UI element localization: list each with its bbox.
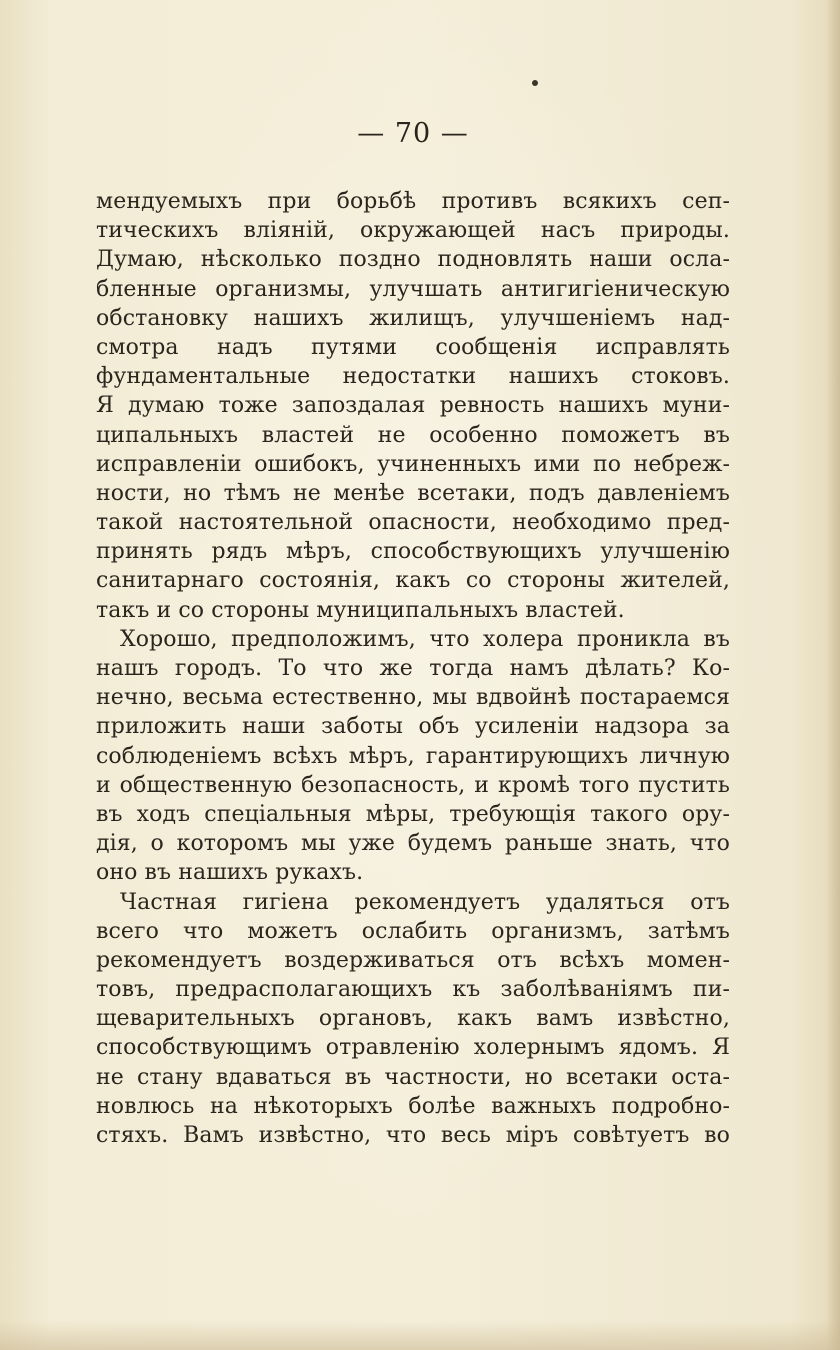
text-line: рекомендуетъ воздерживаться отъ всѣхъ момен-: [96, 947, 730, 973]
ink-speck: [532, 80, 538, 86]
text-line: способствующимъ отравленію холернымъ ядомъ. Я: [96, 1035, 730, 1061]
text-line: дія, о которомъ мы уже будемъ раньше знать, что: [96, 831, 730, 857]
text-line: фундаментальные недостатки нашихъ стоковъ.: [96, 364, 730, 390]
text-line: щеварительныхъ органовъ, какъ вамъ извѣстно,: [96, 1006, 730, 1032]
text-line: такой настоятельной опасности, необходимо пред-: [96, 510, 730, 536]
text-line: не стану вдаваться въ частности, но всетаки оста-: [96, 1064, 730, 1090]
text-line: всего что можетъ ослабить организмъ, затѣмъ: [96, 918, 730, 944]
text-line: новлюсь на нѣкоторыхъ болѣе важныхъ подробно-: [96, 1093, 730, 1119]
page-edge-shadow: [826, 0, 840, 1350]
page-number: — 70 —: [357, 118, 469, 149]
text-line: ципальныхъ властей не особенно поможетъ въ: [96, 422, 730, 448]
text-line: Частная гигіена рекомендуетъ удаляться отъ: [120, 889, 730, 915]
text-line: стяхъ. Вамъ извѣстно, что весь міръ совѣтуетъ во: [96, 1123, 730, 1148]
text-line: исправленіи ошибокъ, учиненныхъ ими по небреж-: [96, 451, 730, 477]
text-line: въ ходъ спеціальныя мѣры, требующія такого ору-: [96, 801, 730, 827]
body-text: [96, 187, 730, 1150]
text-line: смотра надъ путями сообщенія исправлять: [96, 334, 730, 360]
text-line: такъ и со стороны муниципальныхъ властей.: [96, 597, 625, 623]
text-line: санитарнаго состоянія, какъ со стороны жителей,: [96, 568, 730, 594]
text-line: Думаю, нѣсколько поздно подновлять наши осла-: [96, 247, 730, 273]
text-line: мендуемыхъ при борьбѣ противъ всякихъ сеп-: [96, 189, 730, 214]
page-bottom-shadow: [0, 1320, 840, 1350]
text-line: и общественную безопасность, и кромѣ того пустить: [96, 772, 730, 798]
text-line: соблюденіемъ всѣхъ мѣръ, гарантирующихъ личную: [96, 743, 730, 769]
text-line: Я думаю тоже запоздалая ревность нашихъ муни-: [96, 393, 730, 419]
text-line: ности, но тѣмъ не менѣе всетаки, подъ давленіемъ: [96, 480, 730, 506]
text-line: товъ, предрасполагающихъ къ заболѣваніямъ пи-: [96, 977, 730, 1003]
text-line: принять рядъ мѣръ, способствующихъ улучшенію: [96, 539, 730, 565]
text-line: Хорошо, предположимъ, что холера проникла въ: [120, 626, 730, 652]
text-line: нечно, весьма естественно, мы вдвойнѣ постараемся: [96, 685, 730, 711]
text-line: нашъ городъ. То что же тогда намъ дѣлать? Ко-: [96, 656, 730, 681]
text-line: оно въ нашихъ рукахъ.: [96, 860, 364, 886]
text-line: обстановку нашихъ жилищъ, улучшеніемъ над-: [96, 305, 730, 331]
text-line: бленные организмы, улучшать антигигіеническую: [96, 276, 730, 302]
text-line: тическихъ вліяній, окружающей насъ природы.: [96, 218, 730, 244]
text-line: приложить наши заботы объ усиленіи надзора за: [96, 714, 730, 740]
